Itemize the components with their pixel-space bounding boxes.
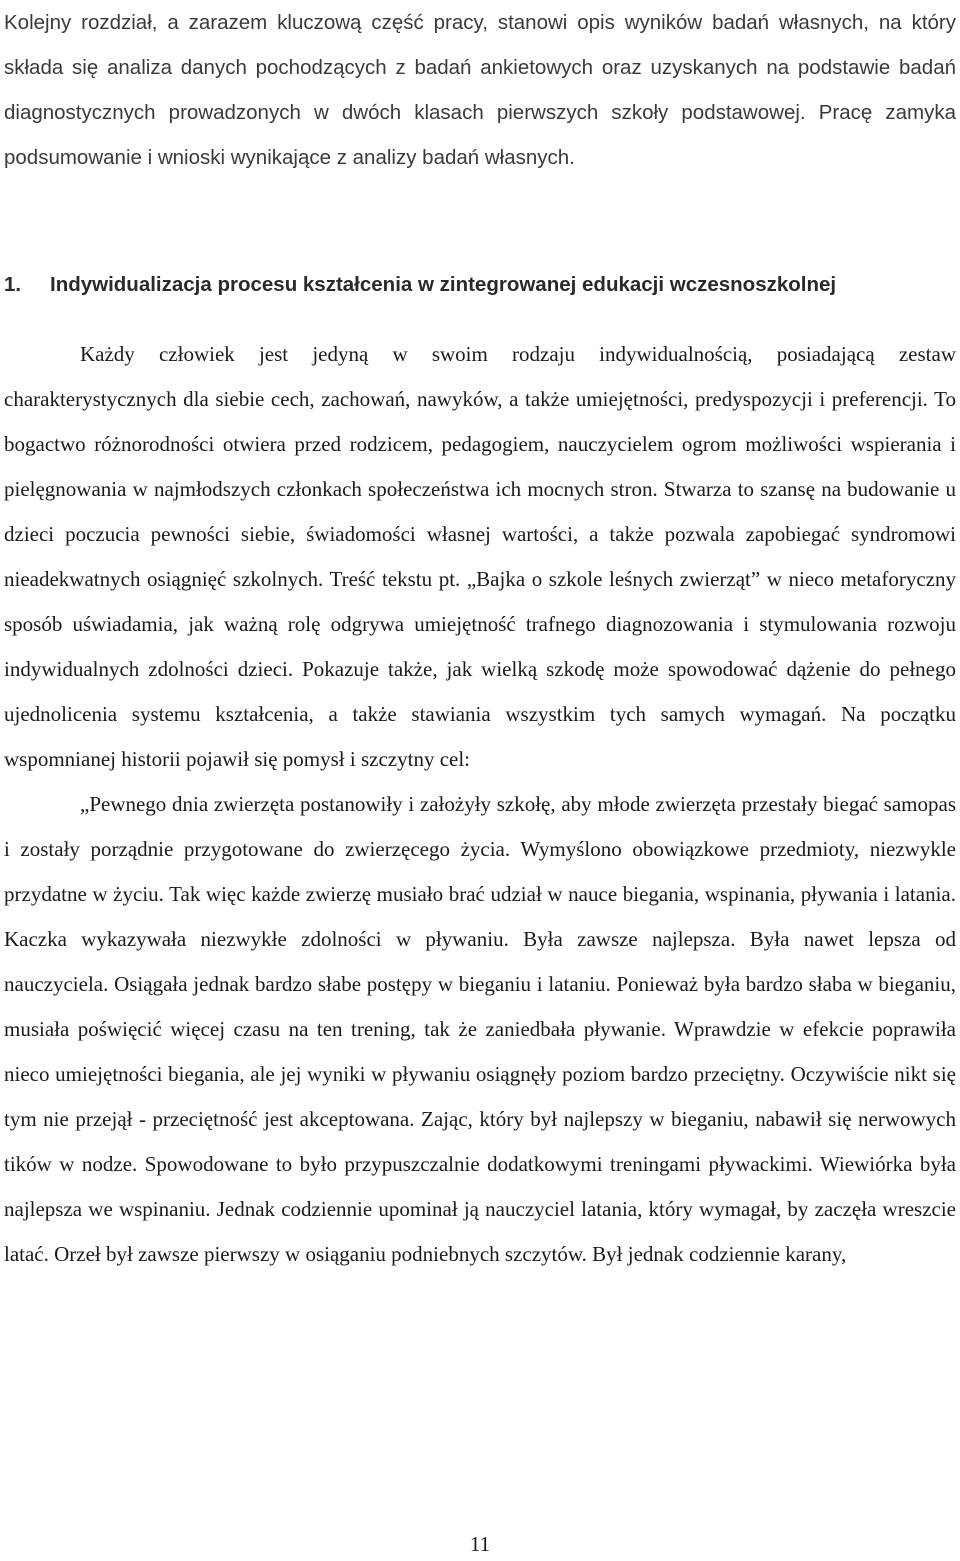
intro-paragraph: Kolejny rozdział, a zarazem kluczową część pracy, stanowi opis wyników badań własnych, na który składa się analiza danych pochodzących z badań ankietowych oraz uzyskanych na podstawie badań diagnostycznych prowadzonych w dwóch klasach pierwszych szkoły podstawowej. Pracę zamyka podsumowanie i wnioski wynikające z analizy badań własnych.: [4, 11, 956, 169]
section-heading: [4, 262, 956, 307]
body-paragraph: Każdy człowiek jest jedyną w swoim rodzaju indywidualnością, posiadającą zestaw charakterystycznych dla siebie cech, zachowań, nawyków, a także umiejętności, predyspozycji i preferencji. To bogactwo różnorodności otwiera przed rodzicem, pedagogiem, nauczycielem ogrom możliwości wspierania i pielęgnowania w najmłodszych członkach społeczeństwa ich mocnych stron. Stwarza to szansę na budowanie u dzieci poczucia pewności siebie, świadomości własnej wartości, a także pozwala zapobiegać syndromowi nieadekwatnych osiągnięć szkolnych. Treść tekstu pt. „Bajka o szkole leśnych zwierząt” w nieco metaforyczny sposób uświadamia, jak ważną rolę odgrywa umiejętność trafnego diagnozowania i stymulowania rozwoju indywidualnych zdolności dzieci. Pokazuje także, jak wielką szkodę może spowodować dążenie do pełnego ujednolicenia systemu kształcenia, a także stawiania wszystkim tych samych wymagań. Na początku wspomnianej historii pojawił się pomysł i szczytny cel:: [4, 342, 956, 771]
quoted-paragraph: „Pewnego dnia zwierzęta postanowiły i założyły szkołę, aby młode zwierzęta przestały biegać samopas i zostały porządnie przygotowane do zwierzęcego życia. Wymyślono obowiązkowe przedmioty, niezwykle przydatne w życiu. Tak więc każde zwierzę musiało brać udział w nauce biegania, wspinania, pływania i latania. Kaczka wykazywała niezwykłe zdolności w pływaniu. Była zawsze najlepsza. Była nawet lepsza od nauczyciela. Osiągała jednak bardzo słabe postępy w bieganiu i lataniu. Ponieważ była bardzo słaba w bieganiu, musiała poświęcić więcej czasu na ten trening, tak że zaniedbała pływanie. Wprawdzie w efekcie poprawiła nieco umiejętności biegania, ale jej wyniki w pływaniu osiągnęły poziom bardzo przeciętny. Oczywiście nikt się tym nie przejął - przeciętność jest akceptowana. Zając, który był najlepszy w bieganiu, nabawił się nerwowych tików w nodze. Spowodowane to było przypuszczalnie dodatkowymi treningami pływackimi. Wiewiórka była najlepsza we wspinaniu. Jednak codziennie upominał ją nauczyciel latania, który wymagał, by zaczęła wreszcie latać. Orzeł był zawsze pierwszy w osiąganiu podniebnych szczytów. Był jednak codziennie karany,: [4, 792, 956, 1266]
page-number: 11: [469, 1532, 491, 1556]
section-body: [4, 332, 956, 1277]
section-number: 1.: [4, 273, 22, 296]
section-title: Indywidualizacja procesu kształcenia w zintegrowanej edukacji wczesnoszkolnej: [50, 273, 837, 296]
